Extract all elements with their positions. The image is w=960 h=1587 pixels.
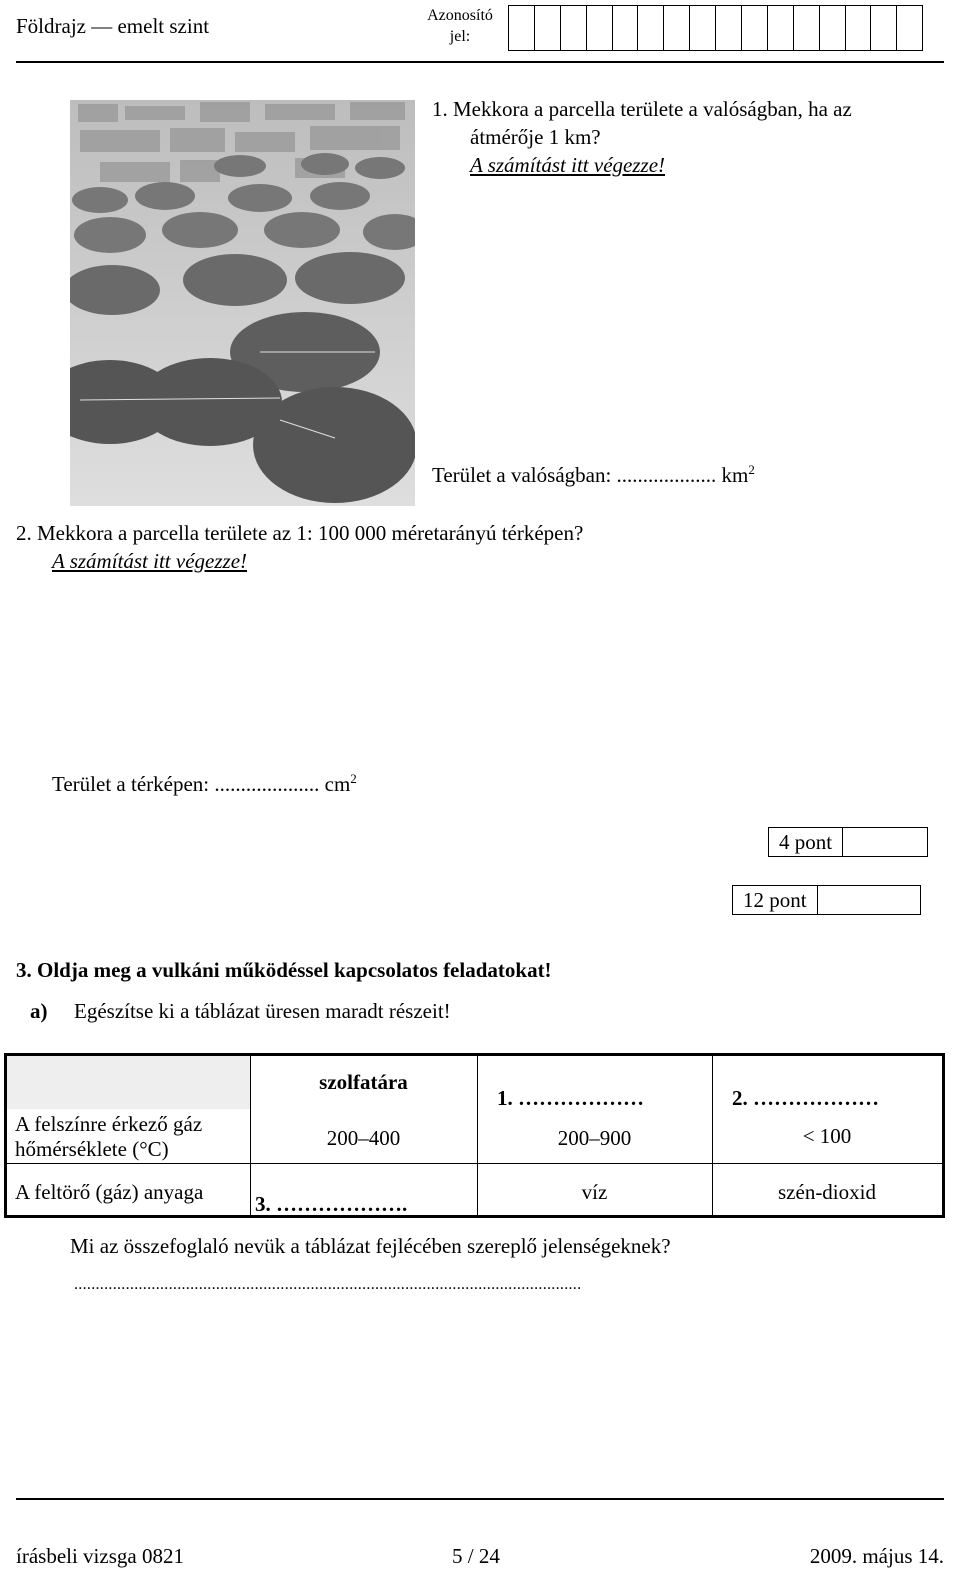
id-box[interactable] (535, 6, 561, 50)
id-box[interactable] (846, 6, 872, 50)
footer-page-number: 5 / 24 (452, 1544, 500, 1568)
id-box[interactable] (768, 6, 794, 50)
table-row1-label-line2: hőmérséklete (°C) (15, 1137, 169, 1162)
table-row2-blank-3[interactable]: 3. ………………. (255, 1192, 408, 1216)
id-box[interactable] (820, 6, 846, 50)
id-box[interactable] (587, 6, 613, 50)
table-header-blank-2[interactable]: 2. ……………… (732, 1086, 879, 1110)
id-box[interactable] (794, 6, 820, 50)
id-label (415, 6, 505, 48)
score-box-12 (732, 885, 921, 915)
q2-answer-unit-exp: 2 (350, 771, 357, 786)
table-row2-val-2: víz (581, 1180, 608, 1204)
q3a-label: a) (30, 999, 48, 1023)
id-box[interactable] (638, 6, 664, 50)
q1-text-line2: átmérője 1 km? (470, 125, 601, 149)
table-row1-val-1: 200–400 (326, 1126, 401, 1150)
table-header-szolfatara: szolfatára (319, 1070, 408, 1094)
q3a-text: Egészítse ki a táblázat üresen maradt részeit! (74, 999, 451, 1023)
q1-calc-hint: A számítást itt végezze! (470, 153, 666, 177)
id-box[interactable] (561, 6, 587, 50)
id-box[interactable] (690, 6, 716, 50)
q3-followup-question: Mi az összefoglaló nevük a táblázat fejlécében szereplő jelenségeknek? (70, 1234, 671, 1258)
footer-divider (16, 1498, 944, 1500)
score-box-4-value[interactable] (843, 828, 927, 856)
id-label-line1: Azonosító (427, 7, 493, 24)
q1-answer-unit-exp: 2 (748, 462, 755, 477)
table-corner-cell (7, 1056, 250, 1109)
score-box-4-label: 4 pont (769, 828, 843, 856)
q1-answer-line[interactable] (432, 463, 755, 488)
id-box[interactable] (871, 6, 897, 50)
header-divider (16, 61, 944, 63)
q2-calc-hint: A számítást itt végezze! (52, 549, 248, 573)
q2-answer-unit: cm (324, 772, 351, 796)
q2-text: 2. Mekkora a parcella területe az 1: 100 000 méretarányú térképen? (16, 521, 584, 545)
id-box[interactable] (664, 6, 690, 50)
table-header-blank-1[interactable]: 1. ……………… (497, 1086, 644, 1110)
table-hline (7, 1163, 942, 1164)
footer-date: 2009. május 14. (809, 1544, 944, 1568)
q2-answer-line[interactable] (52, 772, 357, 797)
q3-followup-answer-line[interactable]: ...................................................................................................................... (74, 1276, 582, 1293)
volcanic-table (4, 1053, 945, 1218)
table-row1-label (15, 1112, 202, 1162)
table-row2-label: A feltörő (gáz) anyaga (15, 1180, 204, 1204)
score-box-12-value[interactable] (818, 886, 920, 914)
table-row1-val-3: < 100 (802, 1124, 852, 1148)
id-box[interactable] (613, 6, 639, 50)
table-row1-label-line1: A felszínre érkező gáz (15, 1112, 203, 1136)
q1-text-line1: 1. Mekkora a parcella területe a valóságban, ha az (432, 97, 852, 121)
aerial-photo-irrigation-circles (70, 100, 415, 506)
table-row2-val-3: szén-dioxid (778, 1180, 876, 1204)
page-header-title: Földrajz — emelt szint (16, 14, 210, 38)
score-box-12-label: 12 pont (733, 886, 818, 914)
score-box-4 (768, 827, 928, 857)
q1-answer-unit: km (721, 463, 749, 487)
id-box[interactable] (509, 6, 535, 50)
id-box[interactable] (716, 6, 742, 50)
id-box[interactable] (742, 6, 768, 50)
q3-title: 3. Oldja meg a vulkáni működéssel kapcsolatos feladatokat! (16, 958, 552, 982)
q2-answer-label: Terület a térképen: .................... (52, 772, 320, 796)
id-label-line2: jel: (449, 27, 471, 45)
id-box[interactable] (897, 6, 923, 50)
q1-answer-label: Terület a valóságban: ................... (432, 463, 717, 487)
footer-left: írásbeli vizsga 0821 (16, 1544, 184, 1568)
id-boxes[interactable] (508, 5, 923, 51)
table-row1-val-2: 200–900 (557, 1126, 632, 1150)
